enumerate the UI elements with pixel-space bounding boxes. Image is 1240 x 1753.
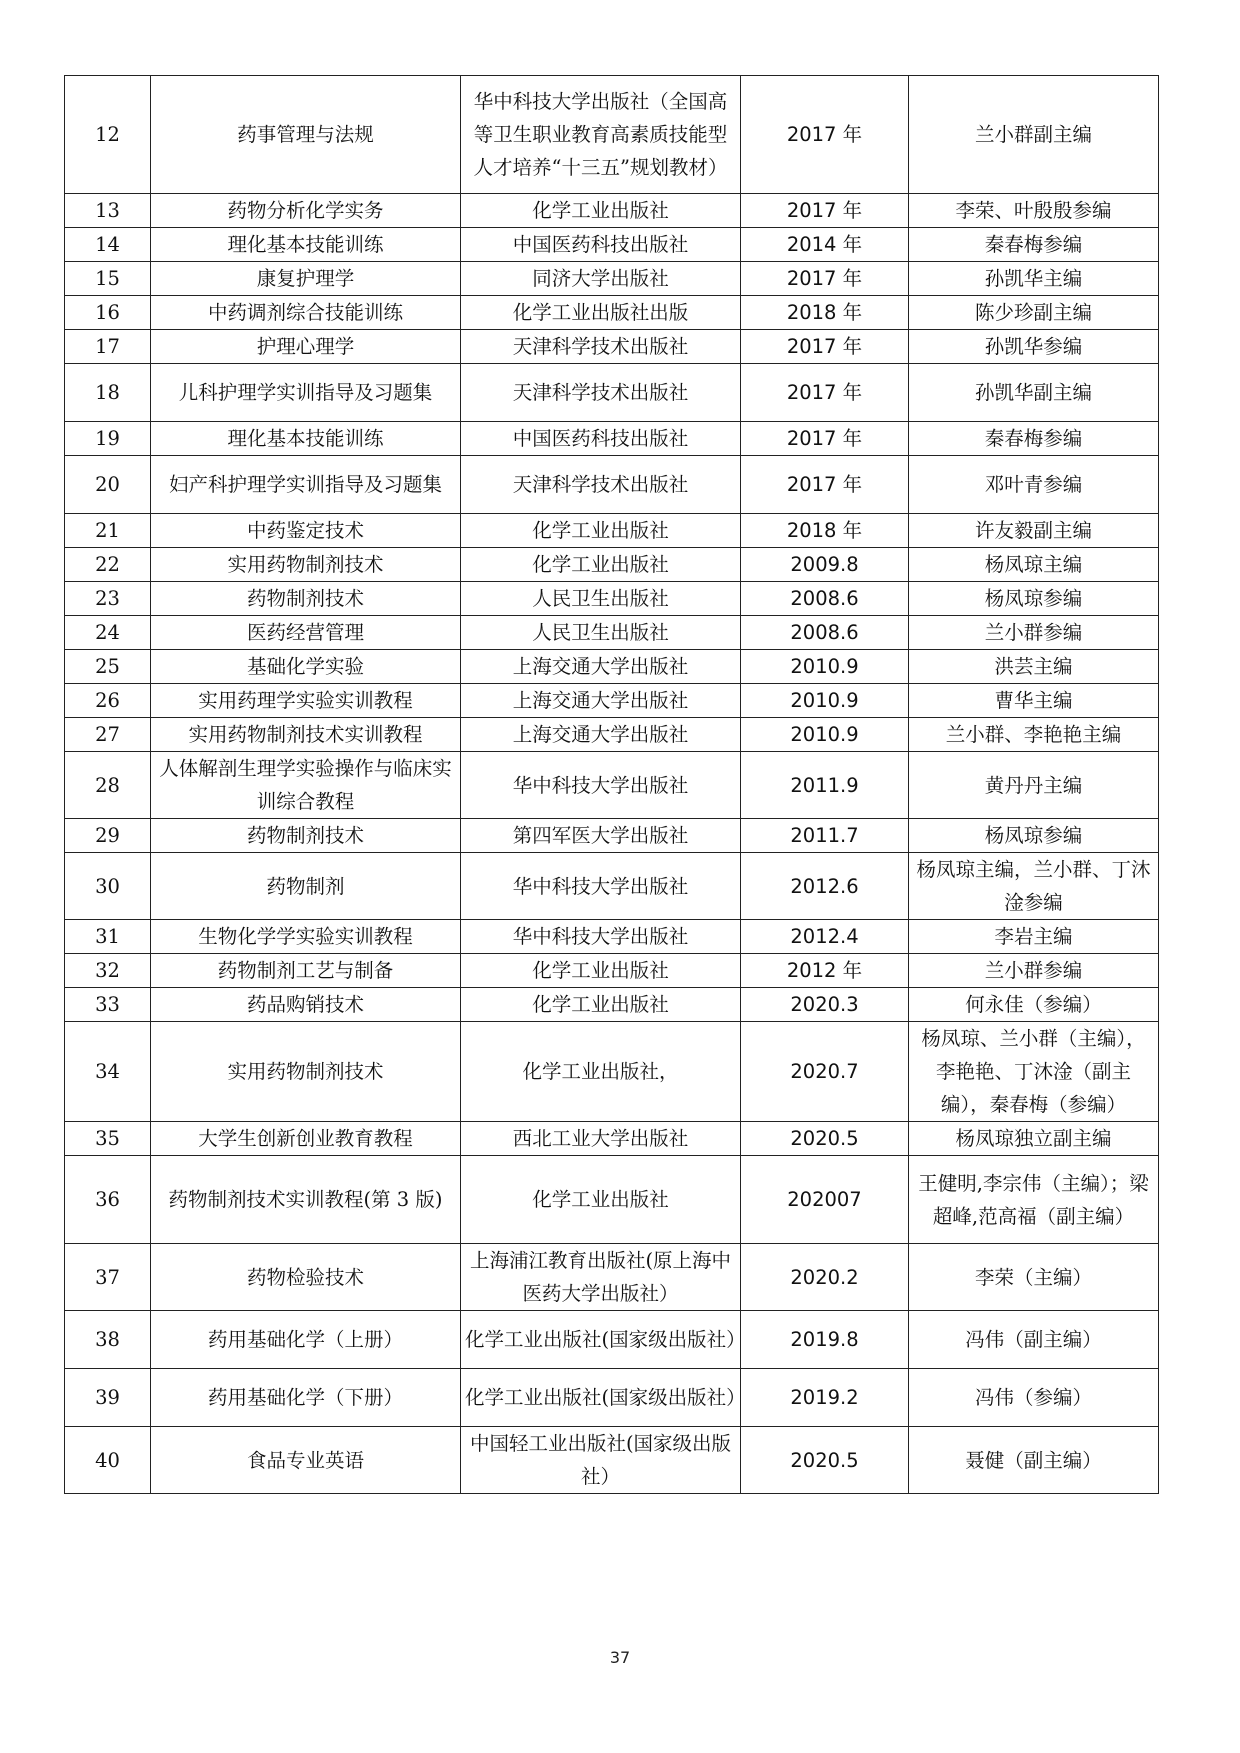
publisher-cell: 化学工业出版社(国家级出版社） [461, 1311, 741, 1369]
author-role-cell: 陈少珍副主编 [909, 296, 1159, 330]
publisher-cell: 中国医药科技出版社 [461, 228, 741, 262]
row-number-cell: 25 [65, 650, 151, 684]
publish-date-cell: 2017 年 [741, 422, 909, 456]
publisher-cell: 化学工业出版社， [461, 1022, 741, 1122]
row-number-cell: 23 [65, 582, 151, 616]
author-role-cell: 洪芸主编 [909, 650, 1159, 684]
row-number-cell: 18 [65, 364, 151, 422]
publish-date-cell: 2019.2 [741, 1369, 909, 1427]
publisher-cell: 华中科技大学出版社 [461, 752, 741, 819]
table-body [65, 76, 1159, 1494]
author-role-cell: 兰小群参编 [909, 616, 1159, 650]
author-role-cell: 冯伟（副主编） [909, 1311, 1159, 1369]
book-title-cell: 实用药物制剂技术实训教程 [151, 718, 461, 752]
publish-date-cell: 2012 年 [741, 954, 909, 988]
book-title-cell: 护理心理学 [151, 330, 461, 364]
publisher-cell: 化学工业出版社 [461, 1156, 741, 1244]
row-number-cell: 22 [65, 548, 151, 582]
publisher-cell: 化学工业出版社 [461, 194, 741, 228]
publish-date-cell: 2014 年 [741, 228, 909, 262]
row-number-cell: 33 [65, 988, 151, 1022]
publisher-cell: 人民卫生出版社 [461, 582, 741, 616]
table-row [65, 1427, 1159, 1494]
author-role-cell: 杨凤琼参编 [909, 819, 1159, 853]
book-title-cell: 人体解剖生理学实验操作与临床实训综合教程 [151, 752, 461, 819]
row-number-cell: 27 [65, 718, 151, 752]
table-row [65, 1122, 1159, 1156]
publisher-cell: 第四军医大学出版社 [461, 819, 741, 853]
publisher-cell: 化学工业出版社(国家级出版社） [461, 1369, 741, 1427]
book-title-cell: 中药调剂综合技能训练 [151, 296, 461, 330]
publisher-cell: 天津科学技术出版社 [461, 330, 741, 364]
publisher-cell: 华中科技大学出版社 [461, 920, 741, 954]
publish-date-cell: 2019.8 [741, 1311, 909, 1369]
table-row [65, 920, 1159, 954]
book-title-cell: 实用药理学实验实训教程 [151, 684, 461, 718]
publisher-cell: 化学工业出版社 [461, 988, 741, 1022]
book-title-cell: 康复护理学 [151, 262, 461, 296]
row-number-cell: 34 [65, 1022, 151, 1122]
book-title-cell: 大学生创新创业教育教程 [151, 1122, 461, 1156]
row-number-cell: 14 [65, 228, 151, 262]
publish-date-cell: 2020.7 [741, 1022, 909, 1122]
table-row [65, 228, 1159, 262]
publisher-cell: 西北工业大学出版社 [461, 1122, 741, 1156]
book-title-cell: 妇产科护理学实训指导及习题集 [151, 456, 461, 514]
author-role-cell: 曹华主编 [909, 684, 1159, 718]
row-number-cell: 32 [65, 954, 151, 988]
row-number-cell: 30 [65, 853, 151, 920]
publish-date-cell: 2010.9 [741, 718, 909, 752]
author-role-cell: 孙凯华副主编 [909, 364, 1159, 422]
publisher-cell: 同济大学出版社 [461, 262, 741, 296]
publish-date-cell: 2018 年 [741, 514, 909, 548]
publisher-cell: 华中科技大学出版社 [461, 853, 741, 920]
row-number-cell: 38 [65, 1311, 151, 1369]
author-role-cell: 兰小群副主编 [909, 76, 1159, 194]
book-title-cell: 药事管理与法规 [151, 76, 461, 194]
table-row [65, 330, 1159, 364]
table-row [65, 456, 1159, 514]
author-role-cell: 秦春梅参编 [909, 422, 1159, 456]
table-row [65, 262, 1159, 296]
author-role-cell: 邓叶青参编 [909, 456, 1159, 514]
author-role-cell: 李荣、叶殷殷参编 [909, 194, 1159, 228]
publisher-cell: 天津科学技术出版社 [461, 364, 741, 422]
publisher-cell: 华中科技大学出版社（全国高等卫生职业教育高素质技能型人才培养“十三五”规划教材） [461, 76, 741, 194]
row-number-cell: 26 [65, 684, 151, 718]
publish-date-cell: 2012.4 [741, 920, 909, 954]
publish-date-cell: 2020.5 [741, 1122, 909, 1156]
author-role-cell: 兰小群、李艳艳主编 [909, 718, 1159, 752]
publisher-cell: 上海浦江教育出版社(原上海中医药大学出版社） [461, 1244, 741, 1311]
author-role-cell: 秦春梅参编 [909, 228, 1159, 262]
table-row [65, 718, 1159, 752]
row-number-cell: 12 [65, 76, 151, 194]
row-number-cell: 17 [65, 330, 151, 364]
book-title-cell: 生物化学学实验实训教程 [151, 920, 461, 954]
table-row [65, 422, 1159, 456]
publish-date-cell: 2020.3 [741, 988, 909, 1022]
author-role-cell: 冯伟（参编） [909, 1369, 1159, 1427]
book-title-cell: 药用基础化学（上册） [151, 1311, 461, 1369]
publisher-cell: 人民卫生出版社 [461, 616, 741, 650]
publisher-cell: 中国医药科技出版社 [461, 422, 741, 456]
book-title-cell: 理化基本技能训练 [151, 422, 461, 456]
table-row [65, 364, 1159, 422]
publish-date-cell: 2011.7 [741, 819, 909, 853]
table-row [65, 1022, 1159, 1122]
table-row [65, 1156, 1159, 1244]
table-row [65, 954, 1159, 988]
publish-date-cell: 2017 年 [741, 262, 909, 296]
publisher-cell: 上海交通大学出版社 [461, 684, 741, 718]
table-row [65, 684, 1159, 718]
book-title-cell: 儿科护理学实训指导及习题集 [151, 364, 461, 422]
author-role-cell: 杨凤琼主编 [909, 548, 1159, 582]
publish-date-cell: 2017 年 [741, 456, 909, 514]
book-title-cell: 实用药物制剂技术 [151, 1022, 461, 1122]
row-number-cell: 21 [65, 514, 151, 548]
row-number-cell: 28 [65, 752, 151, 819]
table-row [65, 819, 1159, 853]
row-number-cell: 36 [65, 1156, 151, 1244]
row-number-cell: 20 [65, 456, 151, 514]
publisher-cell: 化学工业出版社出版 [461, 296, 741, 330]
publisher-cell: 中国轻工业出版社(国家级出版社） [461, 1427, 741, 1494]
page-number: 37 [609, 1648, 631, 1667]
book-title-cell: 医药经营管理 [151, 616, 461, 650]
row-number-cell: 19 [65, 422, 151, 456]
author-role-cell: 聂健（副主编） [909, 1427, 1159, 1494]
table-row [65, 752, 1159, 819]
publish-date-cell: 2011.9 [741, 752, 909, 819]
table-row [65, 1311, 1159, 1369]
row-number-cell: 15 [65, 262, 151, 296]
publish-date-cell: 2012.6 [741, 853, 909, 920]
author-role-cell: 黄丹丹主编 [909, 752, 1159, 819]
row-number-cell: 16 [65, 296, 151, 330]
book-title-cell: 药物制剂工艺与制备 [151, 954, 461, 988]
author-role-cell: 杨凤琼独立副主编 [909, 1122, 1159, 1156]
book-title-cell: 食品专业英语 [151, 1427, 461, 1494]
publish-date-cell: 2009.8 [741, 548, 909, 582]
book-title-cell: 基础化学实验 [151, 650, 461, 684]
table-row [65, 988, 1159, 1022]
book-title-cell: 药物制剂 [151, 853, 461, 920]
publisher-cell: 化学工业出版社 [461, 548, 741, 582]
author-role-cell: 孙凯华主编 [909, 262, 1159, 296]
book-title-cell: 药物制剂技术 [151, 819, 461, 853]
publish-date-cell: 2017 年 [741, 194, 909, 228]
book-title-cell: 中药鉴定技术 [151, 514, 461, 548]
publisher-cell: 上海交通大学出版社 [461, 718, 741, 752]
publisher-cell: 上海交通大学出版社 [461, 650, 741, 684]
author-role-cell: 何永佳（参编） [909, 988, 1159, 1022]
book-title-cell: 理化基本技能训练 [151, 228, 461, 262]
row-number-cell: 40 [65, 1427, 151, 1494]
table-row [65, 548, 1159, 582]
table-row [65, 194, 1159, 228]
author-role-cell: 杨凤琼、兰小群（主编），李艳艳、丁沐淦（副主编），秦春梅（参编） [909, 1022, 1159, 1122]
table-row [65, 650, 1159, 684]
book-title-cell: 药用基础化学（下册） [151, 1369, 461, 1427]
publish-date-cell: 2017 年 [741, 330, 909, 364]
row-number-cell: 13 [65, 194, 151, 228]
publish-date-cell: 2020.2 [741, 1244, 909, 1311]
table-row [65, 1244, 1159, 1311]
publish-date-cell: 2020.5 [741, 1427, 909, 1494]
publisher-cell: 化学工业出版社 [461, 954, 741, 988]
book-title-cell: 药物分析化学实务 [151, 194, 461, 228]
book-title-cell: 药物制剂技术实训教程(第 3 版) [151, 1156, 461, 1244]
author-role-cell: 杨凤琼主编，兰小群、丁沐淦参编 [909, 853, 1159, 920]
author-role-cell: 许友毅副主编 [909, 514, 1159, 548]
row-number-cell: 31 [65, 920, 151, 954]
row-number-cell: 37 [65, 1244, 151, 1311]
publisher-cell: 天津科学技术出版社 [461, 456, 741, 514]
table-row [65, 616, 1159, 650]
row-number-cell: 39 [65, 1369, 151, 1427]
author-role-cell: 李荣（主编） [909, 1244, 1159, 1311]
publish-date-cell: 2008.6 [741, 582, 909, 616]
table-row [65, 296, 1159, 330]
publish-date-cell: 2017 年 [741, 364, 909, 422]
publish-date-cell: 202007 [741, 1156, 909, 1244]
row-number-cell: 29 [65, 819, 151, 853]
publish-date-cell: 2010.9 [741, 684, 909, 718]
publish-date-cell: 2008.6 [741, 616, 909, 650]
row-number-cell: 35 [65, 1122, 151, 1156]
author-role-cell: 李岩主编 [909, 920, 1159, 954]
table-row [65, 853, 1159, 920]
table-row [65, 514, 1159, 548]
book-title-cell: 实用药物制剂技术 [151, 548, 461, 582]
author-role-cell: 杨凤琼参编 [909, 582, 1159, 616]
author-role-cell: 孙凯华参编 [909, 330, 1159, 364]
author-role-cell: 王健明,李宗伟（主编）；梁超峰,范高福（副主编） [909, 1156, 1159, 1244]
book-title-cell: 药物制剂技术 [151, 582, 461, 616]
table-row [65, 1369, 1159, 1427]
textbook-table [64, 75, 1159, 1494]
publish-date-cell: 2018 年 [741, 296, 909, 330]
book-title-cell: 药物检验技术 [151, 1244, 461, 1311]
book-title-cell: 药品购销技术 [151, 988, 461, 1022]
table-row [65, 582, 1159, 616]
author-role-cell: 兰小群参编 [909, 954, 1159, 988]
publish-date-cell: 2010.9 [741, 650, 909, 684]
table-row [65, 76, 1159, 194]
row-number-cell: 24 [65, 616, 151, 650]
publish-date-cell: 2017 年 [741, 76, 909, 194]
publisher-cell: 化学工业出版社 [461, 514, 741, 548]
